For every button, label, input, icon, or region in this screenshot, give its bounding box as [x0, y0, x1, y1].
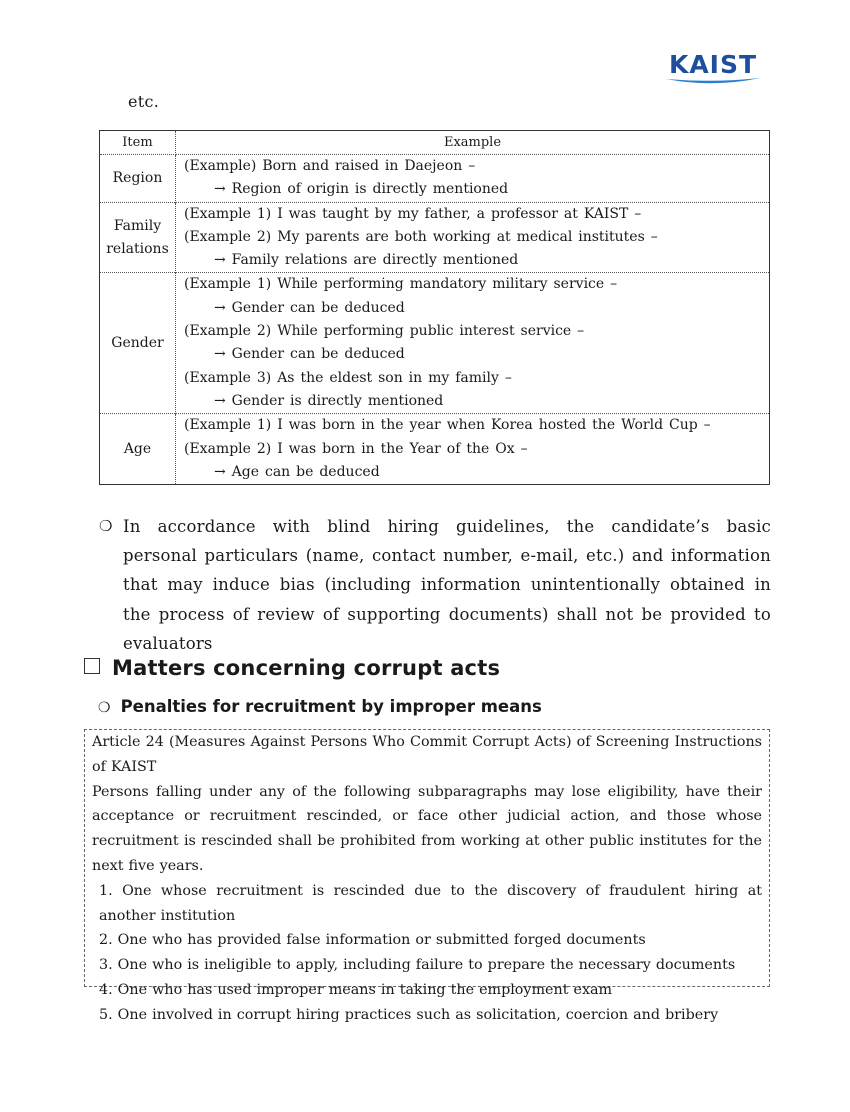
article-item: 3. One who is ineligible to apply, including failure to prepare the necessary documents	[99, 957, 736, 974]
intro-etc: etc.	[128, 92, 160, 111]
example-line: (Example 2) My parents are both working at medical institutes –	[184, 228, 658, 245]
article-item: 2. One who has provided false information or submitted forged documents	[99, 932, 646, 949]
item-label: Age	[123, 440, 152, 457]
conclusion-line: → Family relations are directly mentioned	[214, 252, 519, 269]
header-example: Example	[176, 131, 770, 155]
item-label: Region	[112, 169, 163, 186]
item-cell	[100, 273, 176, 414]
article-box	[84, 729, 770, 1023]
example-line: (Example 1) I was taught by my father, a professor at KAIST –	[184, 205, 642, 222]
item-cell	[100, 414, 176, 485]
example-line: (Example 2) I was born in the Year of the Ox –	[184, 440, 528, 457]
circle-bullet-icon: ❍	[99, 517, 113, 535]
example-cell	[176, 273, 770, 414]
kaist-logo	[664, 52, 762, 86]
example-table	[99, 130, 770, 485]
example-line: (Example 1) I was born in the year when Korea hosted the World Cup –	[184, 417, 711, 434]
example-line: (Example 2) While performing public interest service –	[184, 323, 585, 340]
section-title: Matters concerning corrupt acts	[112, 656, 501, 680]
item-label: Gender	[111, 334, 164, 351]
item-label: Family	[113, 217, 162, 234]
article-item: 1. One whose recruitment is rescinded due to the discovery of fraudulent hiring at another institution	[99, 882, 762, 924]
blind-hiring-bullet	[99, 512, 771, 658]
conclusion-line: → Gender can be deduced	[214, 299, 405, 316]
conclusion-line: → Age can be deduced	[214, 463, 380, 480]
blind-hiring-text: In accordance with blind hiring guidelines, the candidate’s basic personal particulars (name, contact number, e-mail, etc.) and information that may induce bias (including information unintentionally obtained in the process of review of supporting documents) shall not be provided to evaluators	[123, 517, 771, 653]
example-cell	[176, 202, 770, 273]
example-line: (Example 1) While performing mandatory military service –	[184, 276, 618, 293]
example-line: (Example 3) As the eldest son in my family –	[184, 369, 512, 386]
article-item: 4. One who has used improper means in taking the employment exam	[99, 981, 613, 998]
example-cell	[176, 414, 770, 485]
table-row	[100, 273, 770, 414]
conclusion-line: → Region of origin is directly mentioned	[214, 181, 509, 198]
article-body: Persons falling under any of the following subparagraphs may lose eligibility, have their acceptance or recruitment rescinded, or face other judicial action, and those whose recruitment is rescinded shall be prohibited from working at other public institutes for the next five years.	[92, 783, 762, 874]
logo-swoosh-icon	[664, 74, 762, 86]
table-row	[100, 155, 770, 203]
conclusion-line: → Gender is directly mentioned	[214, 392, 444, 409]
article-item: 5. One involved in corrupt hiring practices such as solicitation, coercion and bribery	[99, 1006, 719, 1023]
article-title: Article 24 (Measures Against Persons Who Commit Corrupt Acts) of Screening Instructions of KAIST	[92, 734, 762, 775]
item-cell	[100, 155, 176, 203]
table-body	[100, 155, 770, 485]
subsection-title: Penalties for recruitment by improper means	[120, 697, 542, 716]
circle-bullet-icon: ❍	[98, 700, 111, 716]
checkbox-square-icon	[84, 658, 100, 674]
example-cell	[176, 155, 770, 203]
example-line: (Example) Born and raised in Daejeon –	[184, 158, 476, 174]
conclusion-line: → Gender can be deduced	[214, 346, 405, 363]
logo-text: KAIST	[668, 50, 758, 79]
table-header-row	[100, 131, 770, 155]
header-item: Item	[100, 131, 176, 155]
section-heading	[84, 656, 500, 680]
subsection-heading	[98, 697, 542, 716]
item-label: relations	[106, 240, 169, 257]
table-row	[100, 202, 770, 273]
table-row	[100, 414, 770, 485]
item-cell	[100, 202, 176, 273]
